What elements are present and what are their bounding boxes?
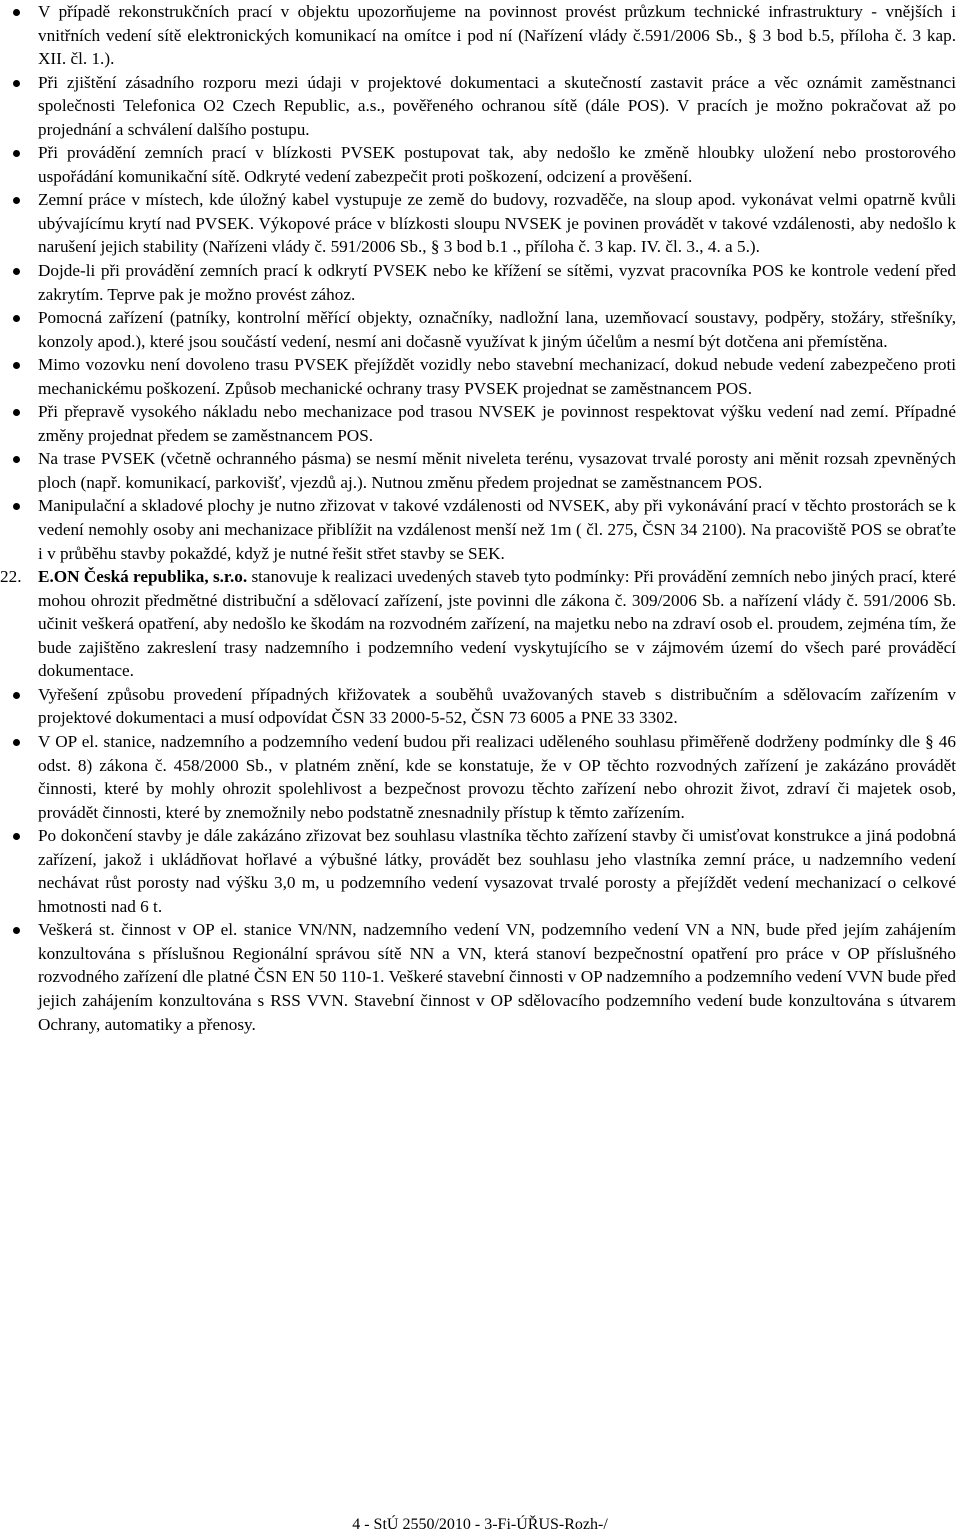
numbered-item bbox=[0, 565, 956, 683]
list-item bbox=[10, 683, 956, 730]
page-footer: 4 - StÚ 2550/2010 - 3-Fi-ÚŘUS-Rozh-/ bbox=[352, 1516, 608, 1533]
list-item-text: V případě rekonstrukčních prací v objektu upozorňujeme na povinnost provést průzkum technické infrastruktury - vnějších i vnitřních vedení sítě elektronických komunikací na omítce i pod ní (Nařízení vlády č.591/2006 Sb., § 3 bod b.5, příloha č. 3 kap. XII. čl. 1.). bbox=[38, 2, 956, 69]
list-item bbox=[10, 447, 956, 494]
numbered-item-text: stanovuje k realizaci uvedených staveb tyto podmínky: Při provádění zemních nebo jiných prací, které mohou ohrozit předmětné distribuční a sdělovací zařízení, jste povinni dle zákona č. 309/2006 Sb. a nařízení vlády č. 591/2006 Sb. učinit veškerá opatření, aby nedošlo ke škodám na rozvodném zařízení, na majetku nebo na zdraví osob el. proudem, zejména tím, že bude zajištěno zakreslení trasy nadzemního i podzemního vedení vyskytujícího se v zájmovém území do všech paré prováděcí dokumentace. bbox=[38, 567, 956, 681]
list-item-text: Na trase PVSEK (včetně ochranného pásma) se nesmí měnit niveleta terénu, vysazovat trvalé porosty ani měnit rozsah zpevněných ploch (např. komunikací, parkovišť, vjezdů aj.). Nutnou změnu předem projednat se zaměstnancem POS. bbox=[38, 449, 956, 492]
list-item bbox=[10, 0, 956, 71]
list-item bbox=[10, 824, 956, 918]
list-item bbox=[10, 141, 956, 188]
list-item-text: Při zjištění zásadního rozporu mezi údaji v projektové dokumentaci a skutečností zastavit práce a věc oznámit zaměstnanci společnosti Telefonica O2 Czech Republic, a.s., pověřeného ochranou sítě (dále POS). V pracích je možno pokračovat až po projednání a schválení dalšího postupu. bbox=[38, 72, 956, 139]
list-item bbox=[10, 353, 956, 400]
list-item-text: Dojde-li při provádění zemních prací k odkrytí PVSEK nebo ke křížení se sítěmi, vyzvat pracovníka POS ke kontrole vedení před zakrytím. Teprve pak je možno provést zához. bbox=[38, 261, 956, 304]
list-item-text: Vyřešení způsobu provedení případných křižovatek a souběhů uvažovaných staveb s distribučním a sdělovacím zařízením v projektové dokumentaci a musí odpovídat ČSN 33 2000-5-52, ČSN 73 6005 a PNE 33 3302. bbox=[38, 684, 956, 728]
list-item-text: Při provádění zemních prací v blízkosti PVSEK postupovat tak, aby nedošlo ke změně hloubky uložení nebo prostorového uspořádání komunikační sítě. Odkryté vedení zabezpečit proti poškození, odcizení a prověšení. bbox=[38, 143, 956, 186]
list-item-text: Veškerá st. činnost v OP el. stanice VN/NN, nadzemního vedení VN, podzemního vedení VN a NN, bude před jejím zahájením konzultována s příslušnou Regionální správou sítě NN a VN, která stanoví bezpečnostní opatření pro práce v OP příslušného rozvodného zařízení dle platné ČSN EN 50 110-1. Veškeré stavební činnosti v OP nadzemního a podzemního vedení VVN bude před jejich zahájením konzultována s RSS VVN. Stavební činnost v OP sdělovacího podzemního vedení bude konzultována s útvarem Ochrany, automatiky a přenosy. bbox=[38, 920, 956, 1034]
list-item bbox=[10, 71, 956, 142]
list-item-text: Při přepravě vysokého nákladu nebo mechanizace pod trasou NVSEK je povinnost respektovat výšku vedení nad zemí. Případné změny projednat předem se zaměstnancem POS. bbox=[38, 402, 956, 445]
list-item-text: Mimo vozovku není dovoleno trasu PVSEK přejíždět vozidly nebo stavební mechanizací, dokud nebude vedení zabezpečeno proti mechanickému poškození. Způsob mechanické ochrany trasy PVSEK projednat se zaměstnancem POS. bbox=[38, 355, 956, 398]
list-item bbox=[10, 494, 956, 565]
company-name: E.ON Česká republika, s.r.o. bbox=[38, 567, 248, 587]
item-number: 22. bbox=[0, 567, 22, 587]
list-item-text: V OP el. stanice, nadzemního a podzemního vedení budou při realizaci uděleného souhlasu přiměřeně dodrženy podmínky dle § 46 odst. 8) zákona č. 458/2000 Sb., v platném znění, kde se konstatuje, že v OP těchto rozvodných zařízení je zakázáno provádět činnosti, které by mohly ohrozit spolehlivost a bezpečnost provozu těchto zařízení nebo ohrozit život, zdraví či majetek osob, provádět činnosti, které by znemožnily nebo podstatně znesnadnily přístup k těmto zařízením. bbox=[38, 731, 956, 822]
list-item bbox=[10, 730, 956, 824]
list-item bbox=[10, 306, 956, 353]
list-item-text: Po dokončení stavby je dále zakázáno zřizovat bez souhlasu vlastníka těchto zařízení stavby či umisťovat konstrukce a jiná podobná zařízení, jakož i ukládňovat hořlavé a výbušné látky, provádět bez souhlasu jeho vlastníka zemní práce, u nadzemního vedení nechávat růst porosty nad výšku 3,0 m, u podzemního vedení vysazovat trvalé porosty a přejíždět vedení mechanizací o celkové hmotnosti nad 6 t. bbox=[38, 826, 956, 916]
list-item-text: Zemní práce v místech, kde úložný kabel vystupuje ze země do budovy, rozvaděče, na sloup apod. vykonávat velmi opatrně kvůli ubývajícímu krytí nad PVSEK. Výkopové práce v blízkosti sloupu NVSEK je povinen provádět v takové vzdálenosti, aby nedošlo k narušení jejich stability (Nařízeni vlády č. 591/2006 Sb., § 3 bod b.1 ., příloha č. 3 kap. IV. čl. 3., 4. a 5.). bbox=[38, 190, 956, 257]
list-item bbox=[10, 188, 956, 259]
list-item bbox=[10, 918, 956, 1036]
list-item bbox=[10, 259, 956, 306]
list-item-text: Manipulační a skladové plochy je nutno zřizovat v takové vzdálenosti od NVSEK, aby při vykonávání prací v těchto prostorách se k vedení nemohly osoby ani mechanizace přiblížit na vzdálenost menší než 1m ( čl. 275, ČSN 34 2100). Na pracoviště POS se obraťte i v průběhu stavby pokaždé, když je nutné řešit střet stavby se SEK. bbox=[38, 496, 956, 563]
list-item-text: Pomocná zařízení (patníky, kontrolní měřící objekty, označníky, nadložní lana, uzemňovací soustavy, podpěry, stožáry, střešníky, konzoly apod.), které jsou součástí vedení, nesmí ani dočasně využívat k jiným účelům a nesmí být dotčena ani přemístěna. bbox=[38, 308, 956, 351]
list-item bbox=[10, 400, 956, 447]
